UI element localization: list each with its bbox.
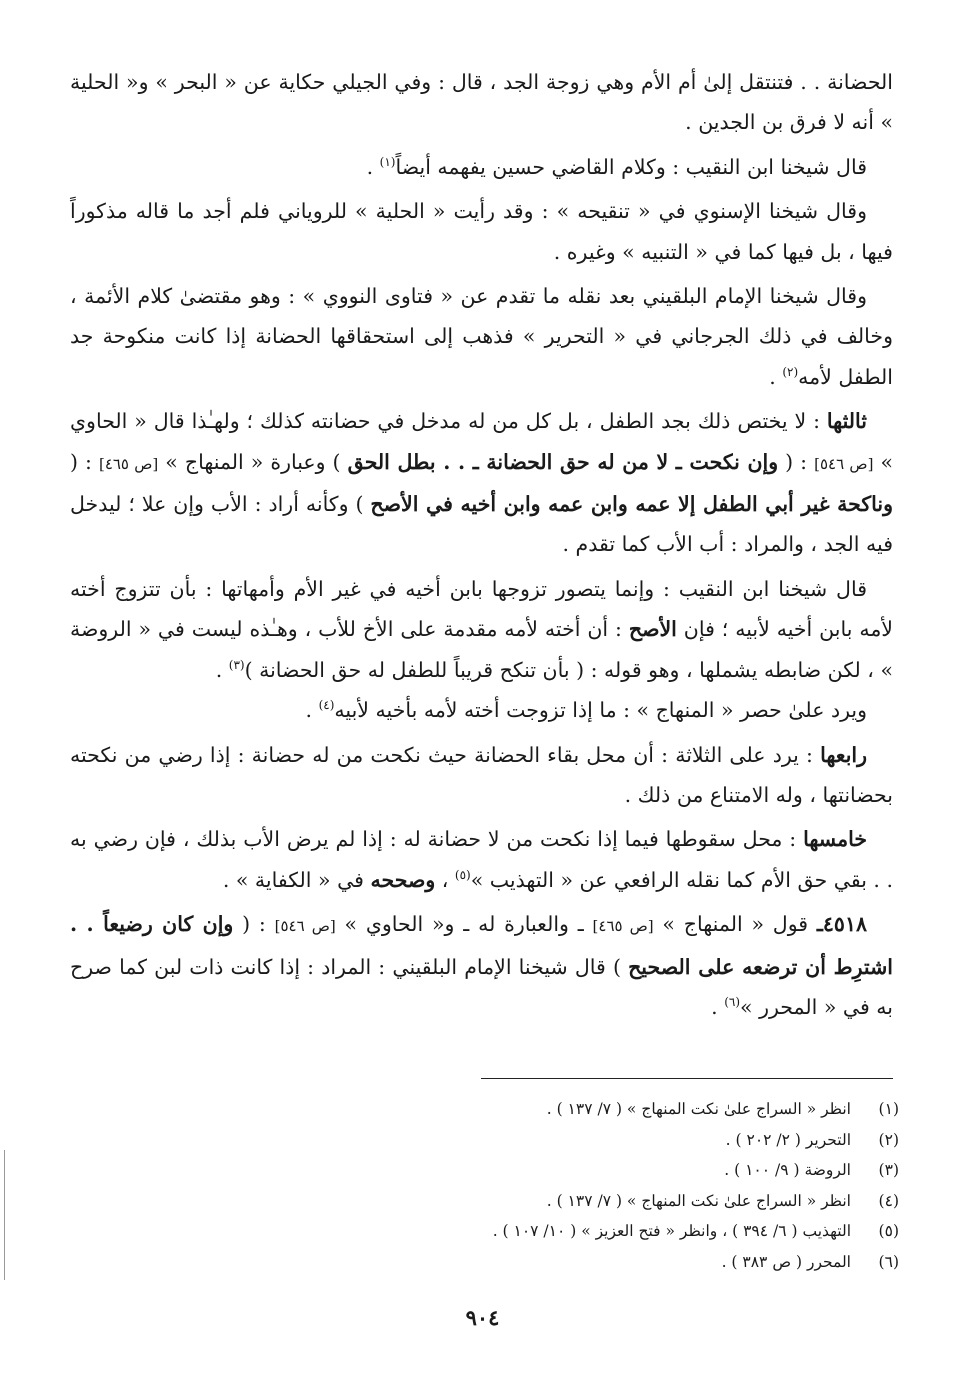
paragraph-10-text-a: قول « المنهاج » — [653, 912, 817, 937]
footnote-text: التحرير ( ٢/ ٢٠٢ ) . — [725, 1130, 851, 1149]
footnote-number: (١) — [878, 1100, 899, 1118]
paragraph-5-text-d: : ( — [70, 449, 99, 474]
paragraph-6-end: . — [215, 657, 229, 682]
footnote-text: المحرر ( ص ٣٨٣ ) . — [721, 1252, 851, 1271]
paragraph-8-text: : يرد على الثلاثة : أن محل بقاء الحضانة حيث نكحت من له حضانة : إذا رضي من نكحته بحضانتها ، وله الامتناع من ذلك . — [70, 742, 893, 807]
section-label-third: ثالثها — [826, 409, 867, 434]
footnote-number: (٦) — [878, 1252, 899, 1271]
page-reference: [ص ٤٦٥] — [98, 454, 159, 473]
footnote-5 — [299, 1216, 899, 1247]
paragraph-2 — [70, 147, 893, 187]
footnotes — [299, 1094, 899, 1277]
paragraph-3-text: وقال شيخنا الإسنوي في « تنقيحه » : وقد رأيت « الحلية » للروياني فلم أجد ما قاله مذكوراً فيها ، بل فيها كما في « التنبيه » وغيره . — [70, 199, 893, 264]
paragraph-4-end: . — [769, 364, 783, 389]
footnote-number: (٢) — [878, 1130, 899, 1149]
footnote-2 — [299, 1125, 899, 1156]
footnote-text: انظر « السراج علىٰ نكت المنهاج » ( ٧/ ١٣٧ ) . — [546, 1191, 851, 1210]
quoted-text-bold: وإن نكحت ـ لا من له حق الحضانة ـ . . بطل الحق — [347, 449, 779, 474]
footnote-3 — [299, 1155, 899, 1186]
paragraph-7-text: ويرد علىٰ حصر « المنهاج » : ما إذا تزوجت أخته لأمه بأخيه لأبيه — [334, 698, 867, 723]
paragraph-5 — [70, 401, 893, 565]
footnote-separator — [481, 1078, 893, 1079]
paragraph-10-text-c: : ( — [233, 912, 275, 937]
paragraph-6-text-b: : أن أخته لأمه مقدمة على الأخ للأب ، وهـٰذه ليست في « الروضة » ، لكن ضابطه يشملها ، وهو قوله : ( بأن تنكح قريباً للطفل له حق الحضانة ) — [70, 617, 893, 682]
footnote-ref-6[interactable]: (٦) — [724, 995, 741, 1010]
paragraph-5-text-e: ) وكأنه أراد : الأب وإن علا ؛ ليدخل فيه الجد ، والمراد : أب الأب كما تقدم . — [70, 492, 893, 557]
section-label-fourth: رابعها — [820, 742, 867, 767]
footnote-number: (٤) — [878, 1191, 899, 1210]
footnote-number: (٥) — [878, 1222, 899, 1240]
paragraph-1 — [70, 62, 893, 143]
footnote-6 — [299, 1247, 899, 1278]
footnote-1 — [299, 1094, 899, 1125]
main-text — [70, 62, 893, 1027]
footnote-ref-2[interactable]: (٢) — [782, 365, 799, 380]
paragraph-1-text: الحضانة . . فتنتقل إلىٰ أم الأم وهي زوجة الجد ، قال : وفي الجيلي حكاية عن « البحر » و« الحلية » أنه لا فرق بن الجدين . — [70, 70, 893, 135]
scan-edge-line — [4, 1150, 5, 1280]
paragraph-5-text-b: : ( — [778, 449, 815, 474]
paragraph-3 — [70, 191, 893, 272]
footnote-number: (٣) — [878, 1161, 899, 1179]
paragraph-4 — [70, 276, 893, 397]
quoted-text-bold: وإن كان رضيعاً . . اشترِط أن ترضعه على الصحيح — [70, 912, 893, 979]
paragraph-5-text-c: ) وعبارة « المنهاج » — [158, 449, 348, 474]
page-number: ٩٠٤ — [465, 1305, 500, 1330]
footnote-ref-4[interactable]: (٤) — [318, 698, 335, 713]
footnote-text: التهذيب ( ٦/ ٣٩٤ ) ، وانظر « فتح العزيز » ( ١٠/ ١٠٧ ) . — [492, 1222, 851, 1240]
paragraph-7-end: . — [305, 698, 319, 723]
issue-number: ٤٥١٨ـ — [816, 912, 867, 937]
paragraph-4-text: وقال شيخنا الإمام البلقيني بعد نقله ما تقدم عن « فتاوى النووي » : وهو مقتضىٰ كلام الأئمة ، وخالف في ذلك الجرجاني في « التحرير » فذهب إلى استحقاقها الحضانة إذا كانت منكوحة جد الطفل لأمه — [70, 284, 893, 389]
footnote-4 — [299, 1186, 899, 1217]
paragraph-10-text-b: ـ والعبارة له ـ و« الحاوي » — [335, 912, 593, 937]
paragraph-2-text: قال شيخنا ابن النقيب : وكلام القاضي حسين يفهمه أيضاً — [395, 154, 867, 179]
page-reference: [ص ٥٤٦] — [274, 917, 336, 936]
paragraph-8 — [70, 735, 893, 816]
paragraph-10-end: . — [711, 994, 725, 1019]
paragraph-9 — [70, 819, 893, 900]
bold-term: الأصح — [628, 617, 677, 642]
section-label-fifth: خامسها — [803, 827, 867, 852]
paragraph-7 — [70, 690, 893, 730]
paragraph-10 — [70, 904, 893, 1027]
paragraph-9-text-c: في « الكفاية » . — [222, 867, 371, 892]
footnote-ref-5[interactable]: (٥) — [454, 867, 471, 882]
paragraph-5-text-a: : لا يختص ذلك بجد الطفل ، بل كل من له مدخل في حضانته كذلك ؛ ولهـٰذا قال « الحاوي » — [70, 409, 893, 474]
paragraph-9-text-b: ، — [435, 867, 455, 892]
page-reference: [ص ٥٤٦] — [814, 454, 874, 473]
footnote-ref-1[interactable]: (١) — [379, 154, 396, 169]
footnote-text: الروضة ( ٩/ ١٠٠ ) . — [724, 1161, 851, 1179]
paragraph-10-text-d: ) قال شيخنا الإمام البلقيني : المراد : إذا كانت ذات لبن كما صرح به في « المحرر » — [70, 954, 893, 1019]
quoted-text-bold: وناكحة غير أبي الطفل إلا عمه وابن عمه وابن أخيه في الأصح — [370, 492, 893, 517]
paragraph-9-text-a: : محل سقوطها فيما إذا نكحت من لا حضانة له : إذا لم يرض الأب بذلك ، فإن رضي به . . بقي حق الأم كما نقله الرافعي عن « التهذيب » — [70, 827, 893, 892]
footnote-ref-3[interactable]: (٣) — [228, 657, 245, 672]
page-reference: [ص ٤٦٥] — [592, 917, 654, 936]
footnote-text: انظر « السراج علىٰ نكت المنهاج » ( ٧/ ١٣٧ ) . — [546, 1100, 851, 1118]
paragraph-2-end: . — [366, 154, 380, 179]
paragraph-6-text-a: قال شيخنا ابن النقيب : وإنما يتصور تزوجها بابن أخيه في غير الأم وأمهاتها : بأن تتزوج أخته لأمه بابن أخيه لأبيه ؛ فإن — [70, 576, 893, 642]
paragraph-6 — [70, 569, 893, 690]
bold-term: وصححه — [370, 867, 436, 892]
